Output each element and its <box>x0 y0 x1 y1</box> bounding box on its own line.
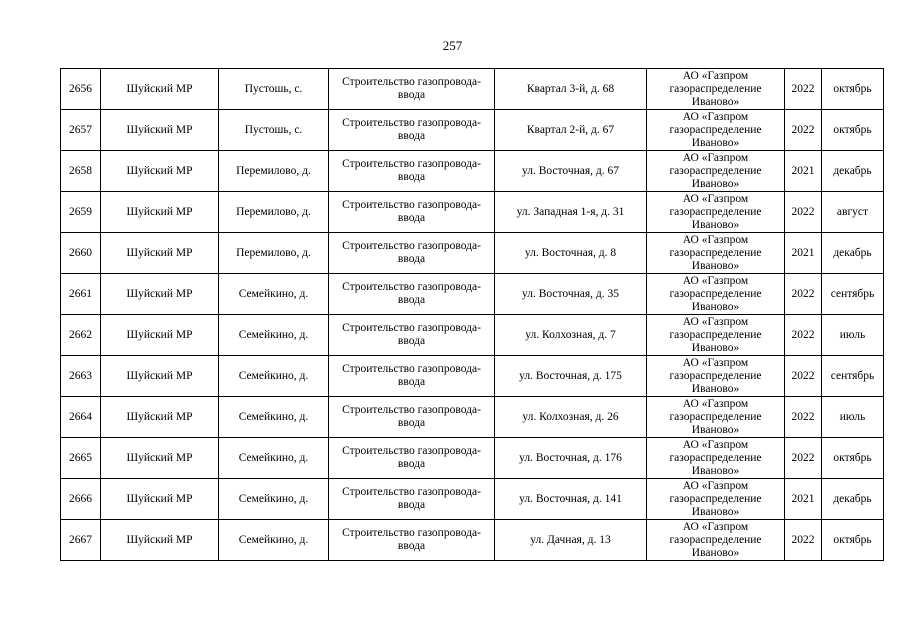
row-number-cell: 2657 <box>61 110 101 151</box>
settlement-cell: Семейкино, д. <box>219 479 329 520</box>
work-type-cell: Строительство газопровода-ввода <box>329 520 495 561</box>
district-cell: Шуйский МР <box>101 438 219 479</box>
month-cell: июль <box>822 397 884 438</box>
year-cell: 2022 <box>785 69 822 110</box>
organization-line-2: газораспределение <box>669 164 762 177</box>
row-number-cell: 2656 <box>61 69 101 110</box>
organization-cell <box>647 274 785 315</box>
work-type-cell: Строительство газопровода-ввода <box>329 233 495 274</box>
organization-cell <box>647 110 785 151</box>
organization-line-3: Иваново» <box>691 546 740 559</box>
year-cell: 2022 <box>785 192 822 233</box>
organization-cell <box>647 192 785 233</box>
table-body <box>61 69 884 561</box>
year-cell: 2022 <box>785 315 822 356</box>
organization-line-3: Иваново» <box>691 300 740 313</box>
month-cell: декабрь <box>822 479 884 520</box>
organization-line-1: АО «Газпром <box>682 151 749 164</box>
district-cell: Шуйский МР <box>101 479 219 520</box>
table-row <box>61 479 884 520</box>
work-type-cell: Строительство газопровода-ввода <box>329 397 495 438</box>
year-cell: 2022 <box>785 438 822 479</box>
row-number-cell: 2661 <box>61 274 101 315</box>
year-cell: 2022 <box>785 520 822 561</box>
district-cell: Шуйский МР <box>101 356 219 397</box>
year-cell: 2021 <box>785 233 822 274</box>
work-type-cell: Строительство газопровода-ввода <box>329 315 495 356</box>
organization-cell <box>647 479 785 520</box>
settlement-cell: Пустошь, с. <box>219 110 329 151</box>
row-number-cell: 2664 <box>61 397 101 438</box>
row-number-cell: 2658 <box>61 151 101 192</box>
organization-cell <box>647 520 785 561</box>
gasification-table <box>60 68 884 561</box>
organization-line-1: АО «Газпром <box>682 479 749 492</box>
work-type-cell: Строительство газопровода-ввода <box>329 356 495 397</box>
year-cell: 2022 <box>785 274 822 315</box>
organization-line-1: АО «Газпром <box>682 520 749 533</box>
organization-cell <box>647 315 785 356</box>
organization-line-3: Иваново» <box>691 259 740 272</box>
organization-line-1: АО «Газпром <box>682 233 749 246</box>
organization-line-1: АО «Газпром <box>682 69 749 82</box>
district-cell: Шуйский МР <box>101 315 219 356</box>
table-row <box>61 274 884 315</box>
organization-line-2: газораспределение <box>669 328 762 341</box>
organization-line-1: АО «Газпром <box>682 274 749 287</box>
organization-line-3: Иваново» <box>691 505 740 518</box>
district-cell: Шуйский МР <box>101 192 219 233</box>
row-number-cell: 2667 <box>61 520 101 561</box>
organization-line-3: Иваново» <box>691 423 740 436</box>
year-cell: 2022 <box>785 356 822 397</box>
page-number: 257 <box>442 38 463 53</box>
settlement-cell: Семейкино, д. <box>219 315 329 356</box>
organization-cell <box>647 233 785 274</box>
table-row <box>61 151 884 192</box>
row-number-cell: 2666 <box>61 479 101 520</box>
work-type-cell: Строительство газопровода-ввода <box>329 110 495 151</box>
month-cell: июль <box>822 315 884 356</box>
organization-line-2: газораспределение <box>669 287 762 300</box>
organization-line-2: газораспределение <box>669 410 762 423</box>
address-cell: ул. Восточная, д. 35 <box>495 274 647 315</box>
address-cell: ул. Восточная, д. 67 <box>495 151 647 192</box>
district-cell: Шуйский МР <box>101 397 219 438</box>
row-number-cell: 2663 <box>61 356 101 397</box>
address-cell: ул. Восточная, д. 141 <box>495 479 647 520</box>
settlement-cell: Семейкино, д. <box>219 520 329 561</box>
month-cell: октябрь <box>822 110 884 151</box>
month-cell: август <box>822 192 884 233</box>
month-cell: октябрь <box>822 520 884 561</box>
organization-cell <box>647 356 785 397</box>
organization-cell <box>647 438 785 479</box>
table-row <box>61 397 884 438</box>
district-cell: Шуйский МР <box>101 151 219 192</box>
organization-line-1: АО «Газпром <box>682 315 749 328</box>
organization-line-2: газораспределение <box>669 123 762 136</box>
organization-line-3: Иваново» <box>691 177 740 190</box>
organization-line-2: газораспределение <box>669 205 762 218</box>
organization-line-3: Иваново» <box>691 218 740 231</box>
work-type-cell: Строительство газопровода-ввода <box>329 192 495 233</box>
address-cell: Квартал 2-й, д. 67 <box>495 110 647 151</box>
district-cell: Шуйский МР <box>101 520 219 561</box>
organization-line-1: АО «Газпром <box>682 397 749 410</box>
row-number-cell: 2659 <box>61 192 101 233</box>
work-type-cell: Строительство газопровода-ввода <box>329 69 495 110</box>
organization-line-2: газораспределение <box>669 369 762 382</box>
organization-line-1: АО «Газпром <box>682 110 749 123</box>
settlement-cell: Семейкино, д. <box>219 274 329 315</box>
organization-line-1: АО «Газпром <box>682 356 749 369</box>
organization-line-2: газораспределение <box>669 451 762 464</box>
organization-cell <box>647 151 785 192</box>
organization-line-2: газораспределение <box>669 533 762 546</box>
organization-line-3: Иваново» <box>691 341 740 354</box>
month-cell: октябрь <box>822 438 884 479</box>
table-row <box>61 192 884 233</box>
row-number-cell: 2665 <box>61 438 101 479</box>
table-row <box>61 520 884 561</box>
settlement-cell: Семейкино, д. <box>219 397 329 438</box>
month-cell: декабрь <box>822 233 884 274</box>
work-type-cell: Строительство газопровода-ввода <box>329 151 495 192</box>
address-cell: ул. Западная 1-я, д. 31 <box>495 192 647 233</box>
year-cell: 2021 <box>785 151 822 192</box>
address-cell: ул. Восточная, д. 8 <box>495 233 647 274</box>
settlement-cell: Семейкино, д. <box>219 438 329 479</box>
settlement-cell: Перемилово, д. <box>219 151 329 192</box>
settlement-cell: Перемилово, д. <box>219 233 329 274</box>
address-cell: ул. Колхозная, д. 7 <box>495 315 647 356</box>
table-row <box>61 356 884 397</box>
district-cell: Шуйский МР <box>101 233 219 274</box>
table-row <box>61 69 884 110</box>
year-cell: 2021 <box>785 479 822 520</box>
district-cell: Шуйский МР <box>101 69 219 110</box>
settlement-cell: Перемилово, д. <box>219 192 329 233</box>
organization-cell <box>647 69 785 110</box>
table-row <box>61 315 884 356</box>
row-number-cell: 2660 <box>61 233 101 274</box>
organization-line-3: Иваново» <box>691 464 740 477</box>
row-number-cell: 2662 <box>61 315 101 356</box>
month-cell: сентябрь <box>822 274 884 315</box>
organization-line-1: АО «Газпром <box>682 192 749 205</box>
organization-line-3: Иваново» <box>691 382 740 395</box>
district-cell: Шуйский МР <box>101 110 219 151</box>
organization-line-1: АО «Газпром <box>682 438 749 451</box>
organization-line-2: газораспределение <box>669 82 762 95</box>
table-row <box>61 438 884 479</box>
month-cell: декабрь <box>822 151 884 192</box>
year-cell: 2022 <box>785 397 822 438</box>
table-row <box>61 110 884 151</box>
organization-line-2: газораспределение <box>669 246 762 259</box>
year-cell: 2022 <box>785 110 822 151</box>
work-type-cell: Строительство газопровода-ввода <box>329 274 495 315</box>
district-cell: Шуйский МР <box>101 274 219 315</box>
month-cell: сентябрь <box>822 356 884 397</box>
organization-line-3: Иваново» <box>691 136 740 149</box>
month-cell: октябрь <box>822 69 884 110</box>
address-cell: Квартал 3-й, д. 68 <box>495 69 647 110</box>
table-row <box>61 233 884 274</box>
organization-line-3: Иваново» <box>691 95 740 108</box>
address-cell: ул. Восточная, д. 175 <box>495 356 647 397</box>
settlement-cell: Семейкино, д. <box>219 356 329 397</box>
work-type-cell: Строительство газопровода-ввода <box>329 479 495 520</box>
organization-line-2: газораспределение <box>669 492 762 505</box>
address-cell: ул. Восточная, д. 176 <box>495 438 647 479</box>
settlement-cell: Пустошь, с. <box>219 69 329 110</box>
address-cell: ул. Дачная, д. 13 <box>495 520 647 561</box>
address-cell: ул. Колхозная, д. 26 <box>495 397 647 438</box>
organization-cell <box>647 397 785 438</box>
work-type-cell: Строительство газопровода-ввода <box>329 438 495 479</box>
